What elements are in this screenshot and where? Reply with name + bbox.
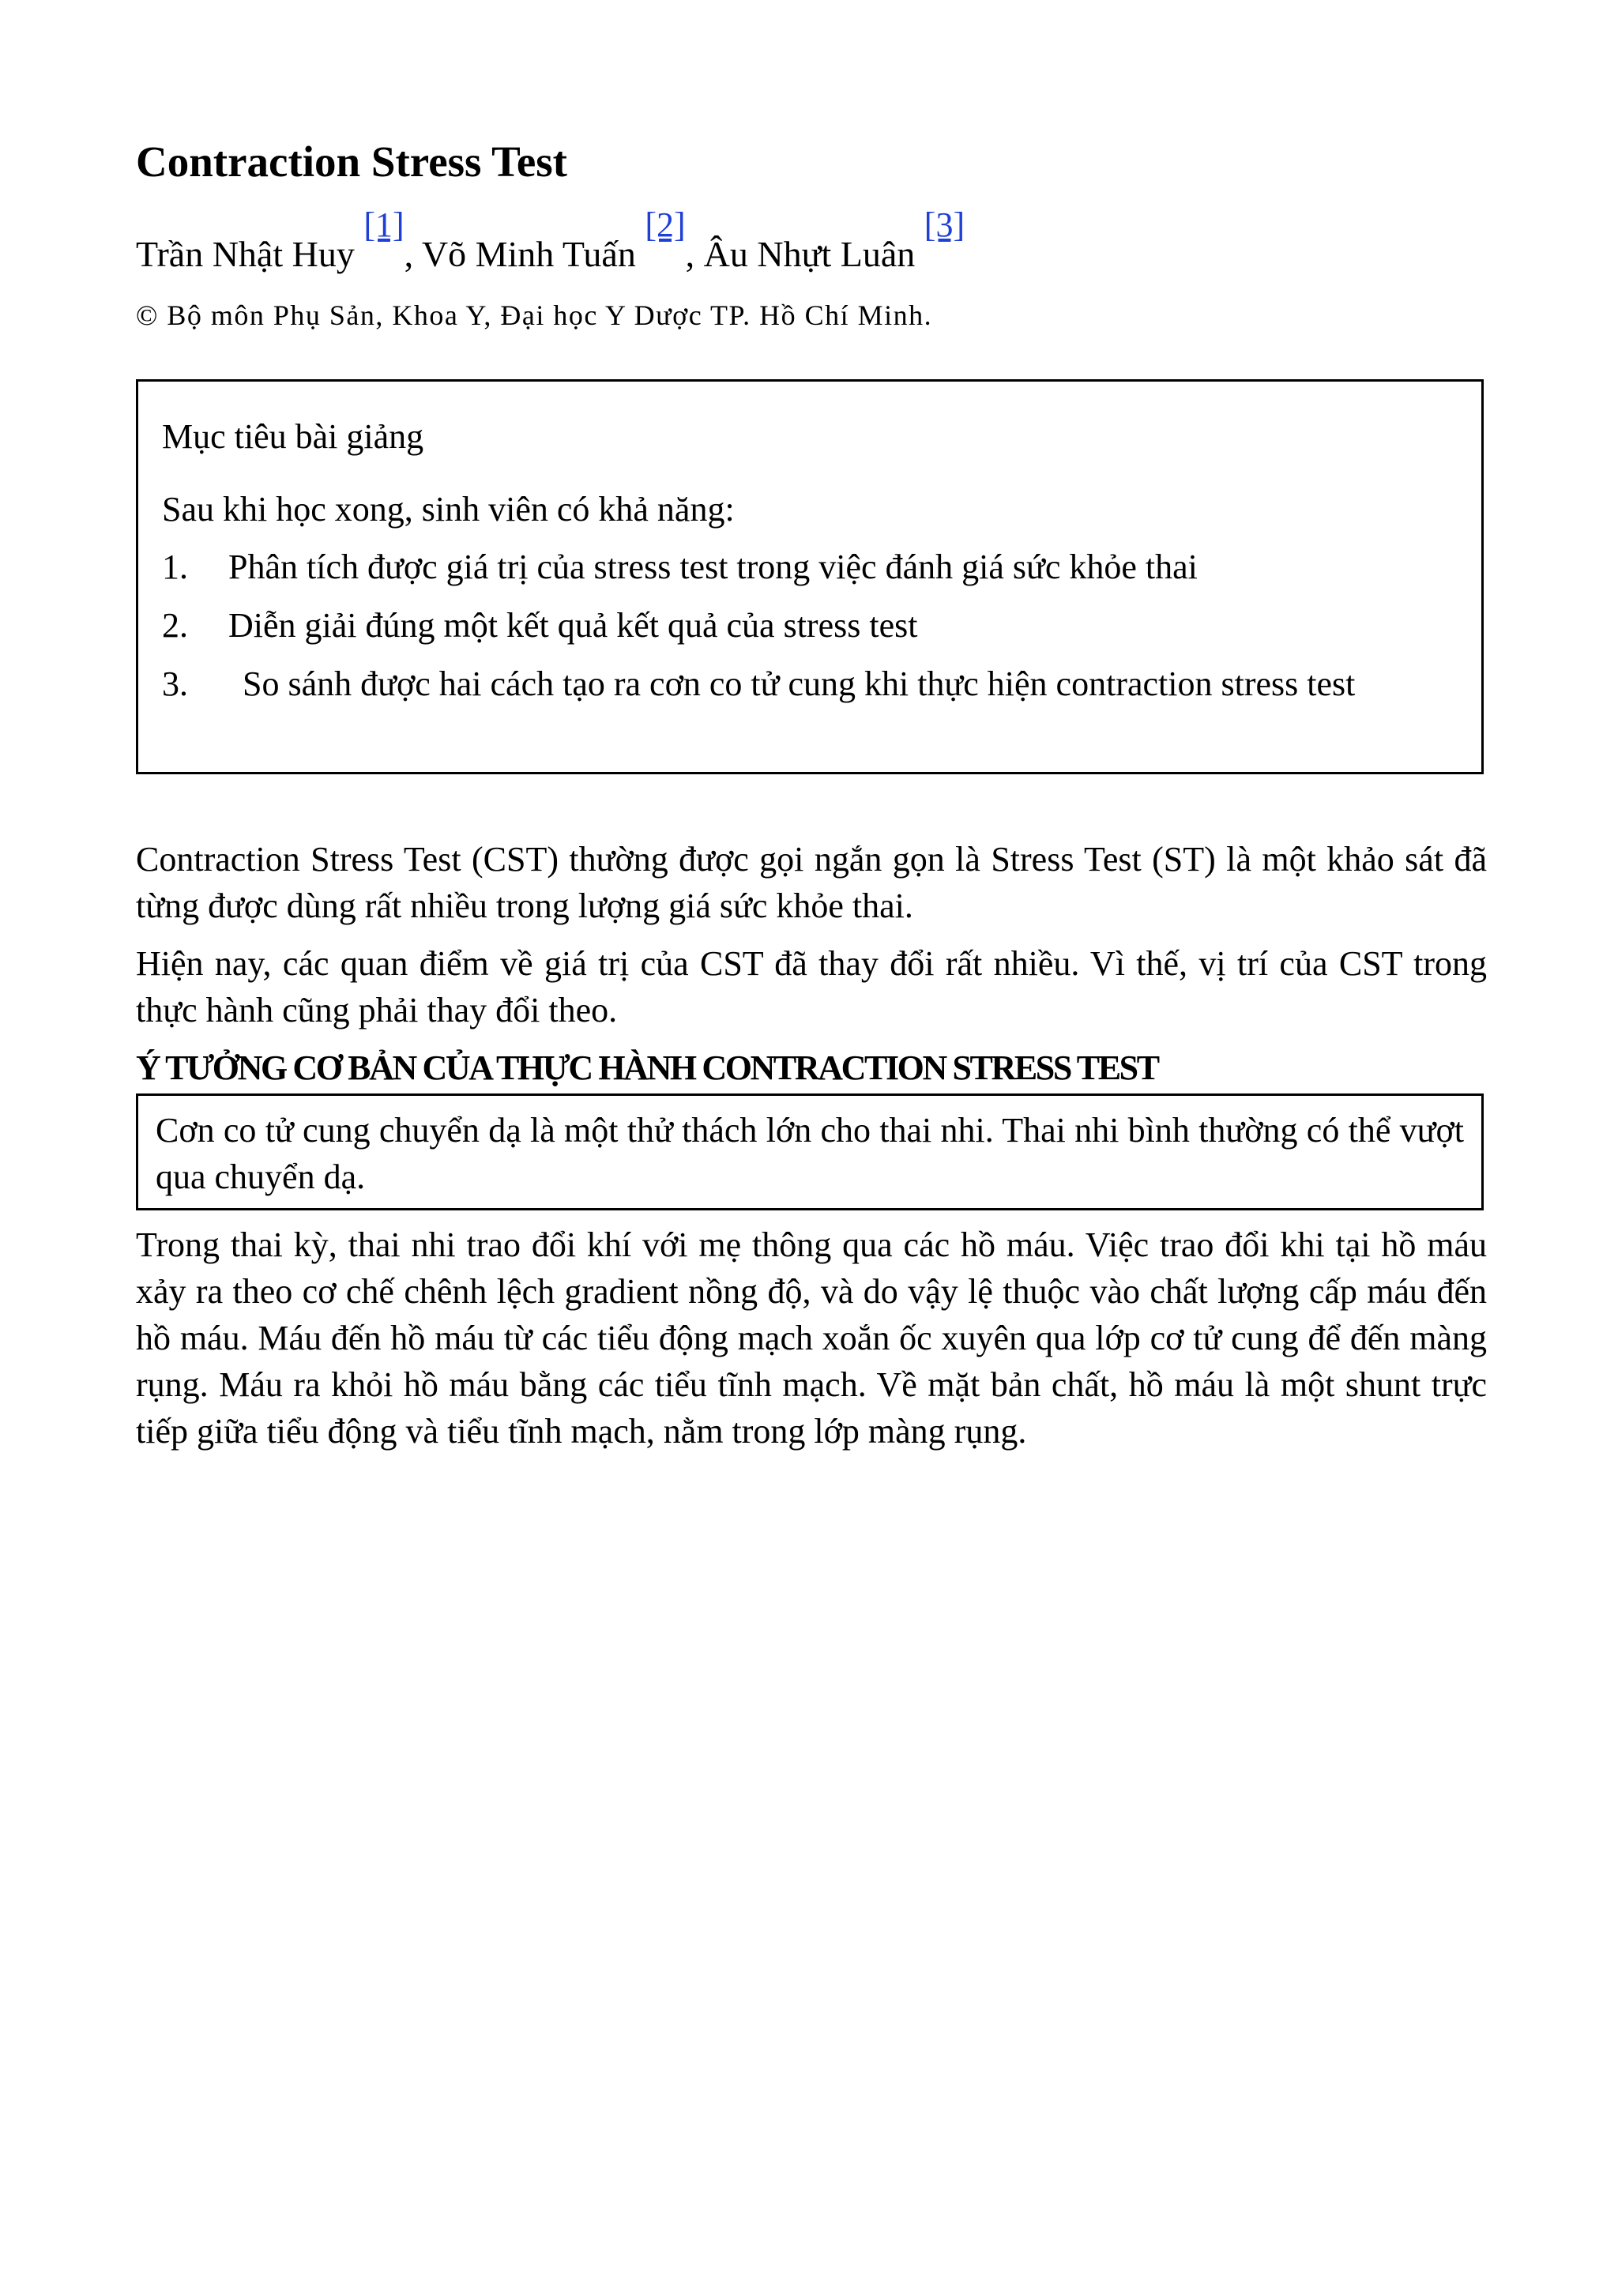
- author-line: [136, 205, 965, 279]
- copyright-notice: © Bộ môn Phụ Sản, Khoa Y, Đại học Y Dược TP. Hồ Chí Minh.: [136, 299, 933, 331]
- objective-text: So sánh được hai cách tạo ra cơn co tử cung khi thực hiện contraction stress test: [243, 664, 1356, 703]
- key-idea-callout: [136, 1093, 1484, 1210]
- intro-paragraph: Contraction Stress Test (CST) thường được gọi ngắn gọn là Stress Test (ST) là một khảo sát đã từng được dùng rất nhiều trong lượng giá sức khỏe thai.: [136, 840, 1487, 925]
- callout-text: Cơn co tử cung chuyển dạ là một thử thách lớn cho thai nhi. Thai nhi bình thường có thể vượt qua chuyển dạ.: [156, 1111, 1464, 1196]
- objective-text: Diễn giải đúng một kết quả kết quả của stress test: [228, 606, 918, 645]
- author-reference-link[interactable]: [1]: [363, 205, 404, 244]
- section-heading: Ý TƯỞNG CƠ BẢN CỦA THỰC HÀNH CONTRACTION STRESS TEST: [136, 1048, 1158, 1087]
- objective-text: Phân tích được giá trị của stress test trong việc đánh giá sức khỏe thai: [228, 548, 1198, 586]
- objective-number: 2.: [162, 606, 188, 645]
- document-title: Contraction Stress Test: [136, 137, 567, 186]
- objective-number: 3.: [162, 664, 188, 703]
- author-name: Âu Nhựt Luân: [703, 234, 916, 274]
- objective-number: 1.: [162, 548, 188, 586]
- author-reference-link[interactable]: [3]: [924, 205, 965, 244]
- objectives-heading: Mục tiêu bài giảng: [162, 417, 424, 456]
- objectives-intro: Sau khi học xong, sinh viên có khả năng:: [162, 490, 735, 529]
- body-paragraph: Trong thai kỳ, thai nhi trao đổi khí với mẹ thông qua các hồ máu. Việc trao đổi khi tại hồ máu xảy ra theo cơ chế chênh lệch gradient nồng độ, và do vậy lệ thuộc vào chất lượng cấp máu đến hồ máu. Máu đến hồ máu từ các tiểu động mạch xoắn ốc xuyên qua lớp cơ tử cung để đến màng rụng. Máu ra khỏi hồ máu bằng các tiểu tĩnh mạch. Về mặt bản chất, hồ máu là một shunt trực tiếp giữa tiểu động và tiểu tĩnh mạch, nằm trong lớp màng rụng.: [136, 1225, 1487, 1451]
- author-name: Võ Minh Tuấn: [421, 234, 636, 274]
- author-reference-link[interactable]: [2]: [645, 205, 686, 244]
- author-separator: ,: [685, 234, 704, 274]
- author-separator: ,: [404, 234, 422, 274]
- learning-objectives-box: [136, 379, 1484, 774]
- author-name: Trần Nhật Huy: [136, 234, 355, 274]
- context-paragraph: Hiện nay, các quan điểm về giá trị của CST đã thay đổi rất nhiều. Vì thế, vị trí của CST trong thực hành cũng phải thay đổi theo.: [136, 944, 1487, 1029]
